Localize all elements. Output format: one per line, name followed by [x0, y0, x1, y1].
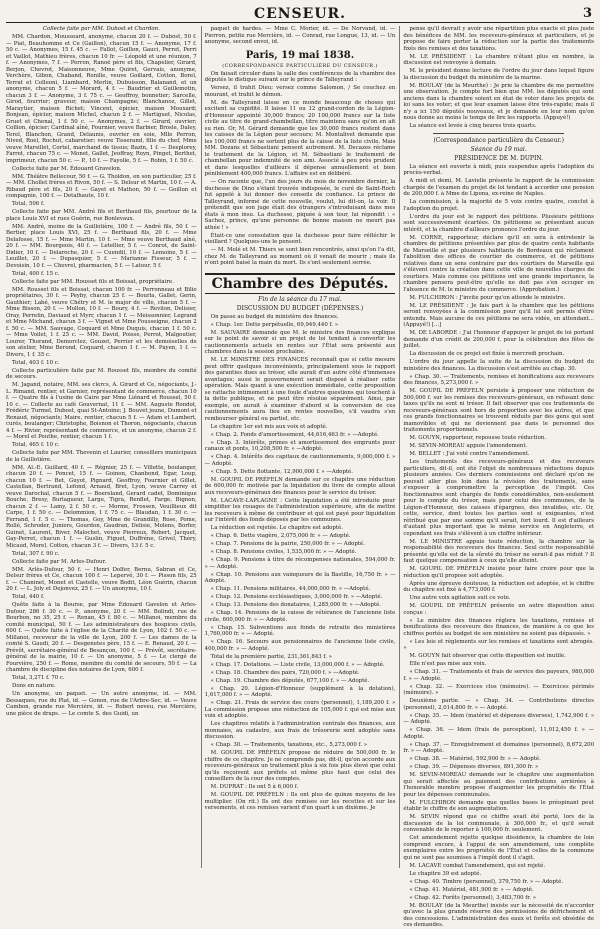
paragraph: M. FULCHIRON : J'invite pour qu'on attende le ministre. [409, 294, 566, 301]
paragraph: M. SEVIN-MOREAU appuie l'amendement. [409, 443, 528, 449]
paragraph: « Le ministre des finances réglera les taxations, remises et bonifications des receveurs des finances, de manière à ce que les chiffres portés au budget de son ministère ne soient pas dépassés. » [403, 617, 595, 637]
paragraph: On passe au budget du ministère des finances. [210, 313, 339, 320]
paragraph: « Chap. 31. — Traitements et frais de service des payeurs, 980,000 f. » — Adopté. [403, 669, 595, 682]
paragraph: « Chap. 1er. Dette perpétuelle, 69,949,440 f. » [210, 321, 339, 328]
paragraph: « Chap. 6. Dette viagère, 2,075,000 fr. » — Adopté. [210, 533, 351, 539]
paragraph: « Chap. 8. Pensions civiles, 1,535,000 fr. » — Adopté. [210, 549, 357, 555]
paragraph: On faisait circuler dans la salle des conférences de la chambre des députés le distique suivant sur le prince de Talleyrand : [204, 70, 396, 83]
paragraph: Total de la première partie, 231,361,843 f. » [210, 653, 332, 660]
paragraph: « Chap. 2. Fonds d'amortissement, 44,616,463 fr. » —Adopté. [210, 431, 379, 438]
columns [6, 26, 595, 928]
column-left-body [6, 34, 197, 717]
section-title: Paris, 19 mai 1838. [245, 49, 355, 61]
paragraph: « Chap. 10. Pensions aux vainqueurs de la Bastille, 16,750 fr. » — Adopté. [204, 571, 396, 584]
paragraph: « Chap. 36. — Idem (frais de perception), 11,012,450 f. » — Adopté. [403, 727, 595, 740]
paragraph: « Chap. 3. Intérêts, primes et amortissement des emprunts pour canaux et ponts, 10,208,500 fr. » —Adopté. [204, 439, 396, 452]
paragraph: « Chap. 17. Dotations. — Liste civile, 13,000,000 f. » — Adopté. [210, 661, 385, 668]
paragraph: Quête faite à la Bourse, par Mme Édouard Gavelon et Arles-Dufour, 286 f. 30 c. — P., anonyme, 20 f. — MM. Bolindi, rue de Bourbon, no 35, 25 f. — Renan, 45 f. 80 c. — Millanoi, membre du comité municipal, 50 f. — Les administrateurs des hospices civils, 600 f. — Quête faite à l'église de la Charité de Lyon, 102 f. 50 c. — Millanoi, receveur de la ville de Lyon, 200 f. — Les dames de la comté S. Gaudi, 20 f. — Desgenetes père, 15 f. — E. Renaud, 20 f. — Prévôt, secrétaire-général de Besançon, 100 f. — Prévôt, secrétaire-général de la mairie, 10 f. — Un anonyme, 5 f. — Le clergé de Fourvière, 250 f. — Rome, membre du comité de secours, 50 f. — La chambre de discipline des notaires de Lyon, 600 f. [6, 602, 197, 673]
paragraph: Un anonyme, un paquet. — Un autre anonyme, id. — MM. Bessaques, rue du Plat, id. — Gonon, rue de l'Arbre-Sec, id. — Veuve Cambon, grande rue Mercière, id. — Robert neveu, rue Mercière, une pièce de draps. — Le comte S. des Guidi, un [6, 691, 197, 717]
paragraph: M. BOULAY (de la Meurthe) insiste sur la nécessité de n'accorder qu'avec la plus grande réserve des permissions de défrichement et des concessions. L'administration des eaux et forêts est obsédée de ces demandes. [403, 902, 595, 928]
paragraph: MM. Rousset fils et Boissat, chacun 100 fr. — Perronneau et Bilio propriétaires, 30 f. — Peyby, chacun 25 f. — Bourla, Gallet, Gerin, Gauthier; Labé, veuve Chétry et M. le major de ville, chacun 5 f. — Mme Bisson, 20 f. — Mollon, 10 f. — Boury, 4 f. — Revilon, Delisier, Oray, Perrelin, Daviaud et Myrr, chacun 1 f. — Meissonnier, Legrand et Mme Michand, chacun 3 f. — Vignet et Mme Fousseigne, chacun 2 f. 50 c. — MM. Sauvage, Coquard et Mme Duquis, chacun 1 f. 50 c. — Mme Voilet, 1 f. 25 c. — MM. David, Poisse, Perrot, Malgoutier, Lourer, Thorand, Demorclez, Gouzet, Perrier et les demoiselles de son atelier, Mme Berond, Coquard, chacun 1 f. — M. Payen, 1 f. — Divers, 1 f. 35 c. [6, 286, 197, 358]
paragraph: Les traitements des receveurs-généraux et des receveurs particuliers, dit-il, ont été l'objet de nombreuses réductions depuis plusieurs années. Ces derniers commissions ont déclaré qu'on ne pouvait aller plus loin dans la révision des traitements, sans s'exposer à compromettre la perception de l'impôt. Ces fonctionnaires sont chargés de fonds considérables, non-seulement pour le compte du trésor, mais pour celui des communes, de la Légion-d'Honneur, des caisses d'épargnes, des invalides, etc. Or, cette, service, dont toutes les parties sont si exigeantes, n'est rétribué que par une somme qu'il serait, fort lourd. Il est d'ailleurs d'autant plus important que le même service en Angleterre, et cependant ses frais s'élèvent à un chiffre inférieur. [403, 459, 595, 537]
paragraph: « Chap. 35. — Idem (matériel et dépenses diverses), 1,742,900 f. » — Adopté. [403, 712, 595, 725]
paragraph: « Chap. 14. Pensions de la caisse de vétérance de l'ancienne liste civile, 600,000 fr. » — Adopté. [204, 610, 396, 623]
paragraph: M. LACAVE combat l'amendement, qui est rejeté. [409, 862, 546, 869]
paragraph: A midi et demi, M. Lavielle présente le rapport de la commission chargée de l'examen du projet de loi tendant à accorder une pension de 200,000 f. à Mme de Lipona, ex-reine de Naples. [403, 178, 595, 197]
paragraph: M. CORNE, rapporteur, déclare qu'il en sera à entretenir la chambre de pétitions présentées par plus de quatre cents habitants de Marseille et par plusieurs habitants de Bordeaux qui réclament l'abolition des offices de courtier de commerce, et de pétitions relatives dans un sens contraire par des courtiers de Marseille qui s'élèvent contre la création dans cette ville de nouvelles charges de courtiers. Mais comme ces pétitions ont une grande importance, la chambre pensera peut-être qu'elle ne doit pas s'en occuper en l'absence de M. le ministre du commerce. (Approbation.) [403, 234, 595, 293]
paragraph: Cet amendement rejette quelque dissidence, la chambre de loin comprend encore, à l'appui de son amendement, une complète exemplaires entre les propriétés de l'État et celles de la commune qui ne sont pas soumises à l'impôt dont il s'agit. [403, 835, 595, 861]
paragraph: M. GOUYN fait observer que cette disposition est inutile. [409, 653, 566, 659]
paragraph: M. ROULAY (de la Meurthe) : Je prie la chambre de me permettre une observation. Je compte fort bien que MM. les députés qui sont anciens dans la chambre soient en état de voter dans les projets de loi sans les voter; et que leur examen laisse être très-rapide; mais il n'y a ici 150 députés nouveaux, et je demande en leur nom qu'on nous donne au moins le temps de lire les rapports. (Appuyé!) [403, 82, 595, 121]
paragraph: M. de Talleyrand laisse en ce monde beaucoup de choses qui excitent sa cupidité. Il laisse 11 ou 12 grand-cordon de la Légion-d'Honneur appointé 30,000 francs; 20 100,000 francs sur la liste civile au titre de grand-chambellan, titre maintenu sans qu'on en ait su rien. Or, M. Gérard demande que les 30,000 francs restent dans les caisses de la Légion pour secours; M. Montalivet demande que les 100,000 francs ne sortent plus de la caisse de la liste civile. Mais MM. Dozans et Sébastiani pensent autrement. M. Decazes réclame le traitement de la Légion, et M. Sébastiani le traitement de chambellan pour indemnité de son ami. Associé à peu près prudent et dans lesquelles d'ailleurs il dépense annuellement et bien péniblement 400,000 francs. L'affaire est en délibéré. [204, 99, 396, 177]
paragraph: M. BELLET : J'ai voté contre l'amendement. [409, 451, 530, 457]
paragraph: « Chap. 12. Pensions ecclésiastiques, 3,000,000 fr. » —Adopté. [210, 594, 383, 600]
paragraph: MM. Chardon, Mousseard, anonyme, chacun 20 f. — Dubost, 50 f. — Piat, Beauhomme et Ce (Gaillon), chacun 15 f. — Anonyme, 17 f. 50 c. — Anonymes, 15 f. 45 c. — Fallot, Goillon, Gauci, Perret, Perri et Vaillot, Mathieu frères, chacun 10 fr. — Léopold et une réunion, 7 f. — Anonymes, 7 f. — Perron, Ranoé père et fils, Chapelier, Girard, Berjon, Chevrot, Maisonneuve, Mme Quiret, Gervais, anonyme, Verchère, Gibon, Chaband, Ronille, veuve Goillard, Cotton, Borel, Terrat et Colleoni, Liambard, Merlin, Dubuisson, Balanand, et un anonyme, chacun 5 f. — Morard, 4 f. — Baudrier et Guillemotin, chacun 3 f. — Anonyme, 3 f. 75 c. — Geoffroy, bonnetier; Sarcelle, Girod, fourrier; graveur, maison Champagne; Blanchanoz, Gillet, Maraytier, maison Richet; Vincent, épicier, maison Mouxard; Bonjean, épicier, maison Michel, chacun 2 f. — Martiguet, Nicolas, Gruet et Chenal, 1 f. 50 c. — Anonymes, 2 f. — Girard, ouvrier; Collion, épicier; Cardinal aîné, Fournier, veuve Barbier, Brosle, Daley, Terel, Blanchon, Grand, Delaunis, ouvrier en soie, Mlle Perron, Nived, Roel, Rochut, cabaretier; veuve Tisserand, fille du chef, Mme veuve Marsillet, Cortel, marchand de tissus; Bazin, 1 f. — Desplorey, Farret, chacun 75 c. — Monet, Gallet, Jeoffray, Royn, Pinget, Berthet, imprimeur, chacun 50 c. — P., 10 f. — Fayolle, 5 f. — Robin, 1 f. 50 c. [6, 34, 197, 164]
paragraph: M. SEVIN répond que ce chiffre avait été porté, lors de la discussion de la loi communale, à 300,000 fr., et qu'il serait convenable de le reporter à 100,000 fr. seulement. [403, 814, 595, 833]
paragraph: Collecte faite par MM. Thevenin et Laurier, conseillers municipaux de la Guillotière. [6, 450, 197, 463]
paragraph: M. DUPRAT : Ils ont 5 à 6,000 f. [210, 784, 299, 790]
paragraph: M. GOUPIL DE PRÉFELN présente un autre disposition ainsi conçue : [403, 603, 595, 616]
paragraph: « Chap. 18. Chambre des pairs, 720,000 f. » —Adopté. [210, 669, 360, 676]
session-title: Fin de la séance du 17 mai. [258, 295, 342, 303]
column-right [399, 26, 595, 928]
paragraph: paquet de hardes. — Mme C. Morier, id. — De Norvand, id. — Pierron, petite rue Mercière, id. — Conrad, rue Longue, 13, id. — Un anonyme, second envoi, id. [204, 26, 396, 45]
page-number: 3 [582, 6, 592, 21]
paragraph: M. Jagand, notaire, MM. ses clercs, A. Girard et Ce, négociants, J.-L. Rimand, rentier, et Garnier, représentant de commerce, chacun 10 f. — Quatre fils à l'usine de Caire par Mme Liénard et Roussel, 50 f. 10 c. — Collecte au café Gouvernat, 11 f. — MM. Auguste Rondot, Frédéric Turmel, Dubost, quai St-Antoine; J. Bouvet jeune, Dumont et Renaud, négociants; Maire, rentier, chacun 5 f. — Adam et Lambert, curés, boulanger; Christophe, Boisnon et Thoron, négociants, chacun 4 f. — Rivier, représentant de commerce, et un anonyme, chacun 2 f. — Morel et Pouthe, rentier, chacun 1 f. [6, 382, 197, 440]
paragraph: Versez, il trahit Dieu; versez comme Salomon, / Se couchez en mourant, et trahit le démon. [204, 85, 396, 98]
column-right-body [403, 164, 594, 929]
paragraph: — M. Molé et M. Thiers se sont bien rencontrés, ainsi qu'on l'a dit, chez M. de Talleyrand au moment où il venait de mourir ; mais ils n'ont point baisé la main du mort. Ils s'ont seulement serrée. [204, 247, 396, 266]
paragraph: — On raconte que, l'un des jours du mois de novembre dernier, la duchesse de Dino s'étant trouvée indisposée, le curé de Saint-Roch fut appelé à lui donner des conseils de confiance. Le prince de Talleyrand, informé de cette nouvelle, voulut, lui dit-on, la voir. Il prétendit que son juge était des étrangers s'introduisant dans mes états à mon insu. La duchesse, piquée à son tour, lui répondit : « Sachez, prince, qu'une personne de bonne maison ne meurt pas athée ! » [204, 179, 396, 231]
section-subtitle: (CORRESPONDANCE PARTICULIÈRE DU CENSEUR.) [222, 62, 378, 69]
paragraph: MM. André, moine de la Guillotière, 100 f. — André fils, 50 f. — Bertier, place Louis XVI, 25 f. — Berthaud fils, 20 f. — Mme Delafosse, 15 f. — Mme Martin, 10 f. — Mme veuve Berthaud aîné, 20 f. — MM. Bourgeois, 40 f. — Letellier, 5 f. — Conrot, de Saint-Didier, 10 f. — Delaroche, 20 f. — Cuendil, 10 f. — Lemoine, 5 f. — Leuillet, 20 f. — Dupasquier, 5 f. — Marianne Fisseur, 5 f. — Devoisin, 10 f. — Chevrel, pharmacien, 5 f. — Latour, 5 f. [6, 223, 197, 269]
paragraph: Collecte faite par MM. André fils et Berthaud fils, pourtour de la place Louis XVI et rues Guérin, rue Bonlevaux. [6, 209, 197, 222]
paragraph: « Chap. 13. Pensions des donataires, 1,285,000 fr. » —Adopté. [210, 602, 382, 608]
paragraph: Total, 400 f. 15 c. [12, 270, 60, 277]
paragraph: M. GOUPIL DE PRÉFELN demande sur ce chapitre une réduction de 600,000 fr. motivée par la liquidation du livre de compte alloué aux receveurs-généraux des finances pour le service du trésor. [204, 476, 396, 496]
paragraph: « Chap. 19. Chambre des députés, 677,100 f. » — Adopté. [210, 677, 370, 684]
column-middle-top [205, 26, 396, 46]
paragraph: M. GOUPIL DE PRÉFELN propose de réduire de 500,000 fr. le chiffre de ce chapitre. Je ne comprends pas, dit-il, qu'on accorde aux receveurs-généraux un traitement plus à six fois plus élevé que celui qu'ils reçoivent aux préfets et même plus haut que celui des conseillers de la cour des comptes. [204, 750, 396, 782]
paragraph: « Chap. 32. — Exercices clos (mémoire). — Exercices périmés (mémoire). » [403, 683, 595, 696]
paragraph: Collecte faite par M. Édouard Gravelon. [12, 165, 122, 172]
paragraph: « Chap. 38. — Matériel, 592,900 fr. » — Adopté. [409, 756, 541, 762]
paragraph: « Chap. 15. Subventions aux fonds de retraite des ministères 1,760,000 fr. » — Adopté. [204, 624, 396, 637]
session-date: Séance du 19 mai. [470, 145, 527, 153]
paragraph: « Chap. 39. — Dépenses diverses, 891,300 fr. » [409, 764, 539, 770]
presidency: PRÉSIDENCE DE M. DUPIN. [454, 154, 544, 162]
paragraph: La séance est levée à cinq heures trois quarts. [409, 123, 537, 129]
paragraph: Deuxième partie. — « Chap. 34. — Contributions directes (personnel), 2,014,800 fr. » — Adopté. [403, 698, 595, 711]
paragraph: MM. Arlès-Dufour, 50 f. — Henri Dolfer, Bernu, Sabran et Ce, Delsur frères et Ce, chacun 100 f. — Lepervé, 30 f. — Pisson fils, 25 f. — Chaninet, Monet et Castelle, veuve Bodit, Léon Guérin, chacun 20 f. — L. Joly et Dejonvez, 25 f. — Un anonyme, 10 f. [6, 566, 197, 592]
column-left [6, 26, 197, 868]
session-header: (Correspondance particulière du Censeur.) [433, 136, 564, 144]
column-right-top [403, 26, 594, 130]
newspaper-page [6, 6, 595, 928]
paragraph: pense qu'il devrait y avoir une répartition plus exacte et plus juste des bénéfices de MM. les receveurs-généraux et particuliers, et je propose de faire porter la réduction sur la partie des traitements fixés des remises et des taxations. [403, 26, 595, 52]
paragraph: Était-ce une consolation que la duchesse pour faire réfléchir le vieillard ? Quelques-uns le pensent. [204, 232, 396, 245]
paragraph: Après une épreuve douteuse, la réduction est adoptée, et le chiffre du chapitre est fixé à 4,773,000 f. [403, 580, 595, 593]
paragraph: M. LE PRÉSIDENT : La chambre n'étant plus en nombre, la discussion est renvoyée à demain. [403, 53, 595, 66]
paragraph: M. GOUPIL DE PRÉFELN : Ils ont plus de quinze moyens de les multiplier. (On rit.) Ils ont des remises sur les recettes et sur les versements, et ces remises varient d'un quart à un dixième. Je [204, 792, 396, 811]
paragraph: Total, 440 f. [12, 594, 45, 600]
paragraph: L'ordre du jour appelle la suite de la discussion du budget du ministère des finances. La discussion s'est arrêtée au chap. 30. [403, 359, 595, 372]
paragraph: La discussion de ce projet est fixée à mercredi prochain. [409, 351, 565, 357]
column-middle [201, 26, 396, 868]
column-middle-body [205, 71, 396, 267]
paragraph: M. FULCHIRON demande que quelles bases le préopinant peut établir le chiffre de son augmentation. [403, 799, 595, 812]
paragraph: « Chap. 4. Intérêts des capitaux de cautionnements, 9,000,000 f. » — Adopté. [204, 454, 396, 467]
paragraph: Le chapitre 39 est adopté. [409, 870, 482, 877]
masthead [6, 6, 594, 23]
paragraph: Les chapitres relatifs à l'administration centrale des finances, aux monnaies, au cadastre, aux frais de trésorerie sont adoptés sans discussion. [204, 721, 396, 740]
column-middle-debate [205, 314, 396, 812]
paragraph: « Chap. 30. — Traitements, taxations, etc., 5,273,000 f. » [210, 742, 367, 748]
paragraph: Une autre voix agitation suit ce vote. [409, 595, 511, 601]
paragraph: La commission, à la majorité de 5 voix contre quatre, conclut à l'adoption du projet. [403, 199, 595, 212]
paragraph: Total, 506 f. [12, 201, 45, 207]
paragraph: MM. Théâtre Bellecour, 50 f. — G. Tholdon, en son particulier, 25 f. — MM. Chollet frères et Rivon, 50 f. — S. Delsur et Martin, 10 f. — A. Ribaud père et fils, 20 f. — Gayet et Mathon, 50 f. — Goillon et compagnie, 100 f. — Detalhaute, 10 f. [6, 173, 197, 199]
debate-subtitle: DISCUSSION DU BUDGET (DÉPENSES.) [236, 304, 364, 312]
paragraph: MM. Al.-E. Guillard, 40 f. — Régnier, 25 f. — Villette, boulanger, chacun 20 f. — Poncet, 15 f. — Goinon, Chanbond, Egar, Loup, chacun 10 f. — Bet, Guyot, Pignard, Geoffroy, Fournier et Gillet, Castellan, Bertrand, Lefond, Arnaud, Bret, Lyon, veuve Carrey et veuve Darochal, chacun 5 f. — Boereland, Gerard cadet, Dominique Bouche, Bresy, Burlagueur, Large, Tigra, Renflet, Farge, Bignon, chacun 2 f. — Lamy, 2 f. 50 c. — Morme, Frossen, Veuillieux dit Carpe, 1 f. 50 c. — Delommion, 1 f. 75 c. — Blaudan, 1 f. 30 c. — Ferrand, 1 f. 5 c. — Thomas, Goy, Mme de Grandilly, Rose, Pome, Rollé, Schroder, Juniers, Gourdon, Gaudran, Delisie, Molens, Borfer, Guinet, Laurent, Biver, Malochet, veuve Pierreux, Robert, Jacquet, Gay-Perret, chacun 1 f. — Guslin, Figuet, Duffréne, Grivel, Théry, Micaud, Morel, Cotton, chacun 3 f. — Divers, 13 f. 5 c. [6, 464, 197, 549]
paragraph: « Chap. 16. Secours aux pensionnaires de l'ancienne liste civile, 400,000 fr. » — Adopté. [204, 639, 396, 652]
newspaper-title: CENSEUR. [253, 6, 347, 22]
paragraph: M. GOUPIL DE PRÉFELN insiste pour faire croire pour que la réduction qu'il propose soit adoptée. [403, 566, 595, 579]
paragraph: Dons en nature. [12, 683, 56, 689]
paragraph: « Chap. 41. Matériel, 481,900 fr. » — Adopté. [409, 886, 534, 893]
paragraph: « Les lois et règlements sur les remises et taxations sont abrogés. » [403, 638, 595, 651]
paragraph: M. GOUPIL DE PRÉFELN persiste à proposer une réduction de 500,000 f. sur les remises des receveurs-généraux, en refusant donc taxes qu'ils ne sont ni trésor. Il fait observer que ces traitements de receveurs-généraux sont hors de proportion avec les autres, et que ces grands fonctionnaires se trouvent réduits par des gens qui sont inamovibles et qui ne deviennent pas dans le personnel des traitements proportionnels. [403, 388, 595, 433]
paragraph: M. LACAVE-LAPLAGNE : Cette liquidation a été introduite pour simplifier les rouages de l'administration supérieure, afin de mettre les receveurs à même de contribuer et qui est payé pour liquidation sur l'intérêt des fonds déposés par les communes. [204, 497, 396, 523]
paragraph: M. SAUVAIRE demande que M. le ministre des finances explique sur le point de savoir si un projet de loi tendant à convertir les cautionnements actuels en rentes sur l'État sera présenté aux chambres dans la session prochaine. [204, 329, 396, 355]
paragraph: M. LE MINISTRE DES FINANCES reconnaît que si cette mesure peut offrir quelques inconvénients, principalement sous le rapport des garanties dues au trésor, elle aurait d'un autre côté d'immenses avantages; aussi le gouvernement serait disposé à réaliser cette opération. Mais quant à une exécution immédiate, cette proposition se rattache intimement à une foule d'autres questions qui touchent à la dette publique, et ne peut être résolue séparément. Ainsi, par exemple, on aurait à examiner d'abord si la conversion de ces cautionnements aura lieu en rentes nouvelles, s'il vaudra s'en rembourser général ou partiel, etc. [204, 357, 396, 422]
paragraph: « Chap. 7. Pensions de la pairie, 250,000 fr. » — Adopté. [210, 541, 365, 547]
paragraph: M. le président donne lecture de l'ordre du jour dans lequel figure la discussion du budget du ministère de la marine. [403, 68, 595, 81]
paragraph: Elle n'est pas mise aux voix. [409, 661, 487, 667]
paragraph: « Chap. 42. Forêts (personnel), 3,483,700 fr. » [409, 894, 537, 901]
paragraph: La réduction est rejetée. Le chapitre est adopté. [210, 525, 343, 531]
paragraph: Total, 403 f. 10 c. [12, 359, 60, 366]
paragraph: « Chap. 37. — Enregistrement et domaines (personnel), 8,672,200 fr. » — Adopté. [403, 741, 595, 754]
paragraph: M. GOUYN, rapporteur, repousse toute réduction. [409, 435, 547, 441]
paragraph: M. DE LABORDE : J'ai l'honneur d'appuyer le projet de loi portant demande d'un crédit de 200,000 f. pour la célébration des fêtes de juillet. [403, 330, 595, 349]
paragraph: Collecte faite par MM. Rousset fils et Boissat, propriétaire. [12, 278, 174, 285]
paragraph: M. LE PRÉSIDENT : Je fais part à la chambre que les pétitions seront renvoyées à la commission pour qu'il lui soit permis d'être entendu. Mais aucune de ces pétitions ne sera vidée, en attendant... (Appuyé!) [...] [403, 302, 595, 328]
chamber-title: Chambre des Députés. [205, 273, 396, 294]
paragraph: Total, 465 f. 10 c. [12, 442, 60, 448]
paragraph: Collecte particulière faite par M. Rousset fils, membre du comité de secours. [6, 367, 197, 380]
paragraph: « Chap. 11. Pensions militaires, 44,000,000 fr. » —Adopté. [210, 586, 371, 592]
paragraph: Collecte faite par M. Arles-Dufour. [12, 558, 107, 565]
column-heading: Collecte faite par MM. Dubost et Chardon. [42, 26, 160, 32]
paragraph: Total, 3,271 f. 70 c. [12, 675, 65, 681]
paragraph: La séance est ouverte à midi, puis suspendue après l'adoption du procès-verbal. [403, 163, 595, 176]
paragraph: « Chap. 40. Timbre (personnel), 379,750 fr. » — Adopté. [409, 878, 564, 885]
paragraph: Total, 307 f. 90 c. [12, 550, 60, 557]
paragraph: M. LE MINISTRE appuie toute réduction, la chambre sur la responsabilité des receveurs des finances. Seul cette responsabilité présente qu'elle est de la sûreté du trésor ne serait-il pas réduit ? Il faut quelque compensation à ceux qu'elle atteint. [403, 538, 595, 564]
paragraph: « Chap. 21. Frais de service des cours (personnel), 1,189,200 f. » La commission propose une réduction de 105,000 f. qui est mise aux voix et adoptée. [204, 700, 396, 719]
paragraph: « Chap. 5. Dette flottante, 12,900,000 f. » —Adopté. [210, 468, 353, 475]
paragraph: L'ordre du jour est le rapport des pétitions. Plusieurs pétitions sont successivement écartées. On pétitionne se présentant aucun intérêt, et la chambre d'ailleurs prononce l'ordre du jour. [403, 213, 595, 233]
paragraph: « Chap. 30. — Traitements, remises et bonifications aux receveurs des finances, 5,273,000 f. » [403, 373, 595, 386]
paragraph: « Chap. 20. Légion-d'Honneur (supplément à la dotation), 1,617,000 f. » — Adopté. [204, 685, 396, 698]
divider [433, 133, 564, 134]
paragraph: « Chap. 9. Pensions à titre de récompenses nationales, 594,000 fr. » — Adopté. [204, 557, 396, 570]
paragraph: Le chapitre 1er est mis aux voix et adopté. [210, 423, 328, 430]
paragraph: M. SEVIN-MOREAU demande sur le chapitre une augmentation qui serait affectée au paiement des contributions arriérées à l'honorable membre propose d'augmenter les propriétés de l'État pour les dépenses communales. [403, 772, 595, 798]
